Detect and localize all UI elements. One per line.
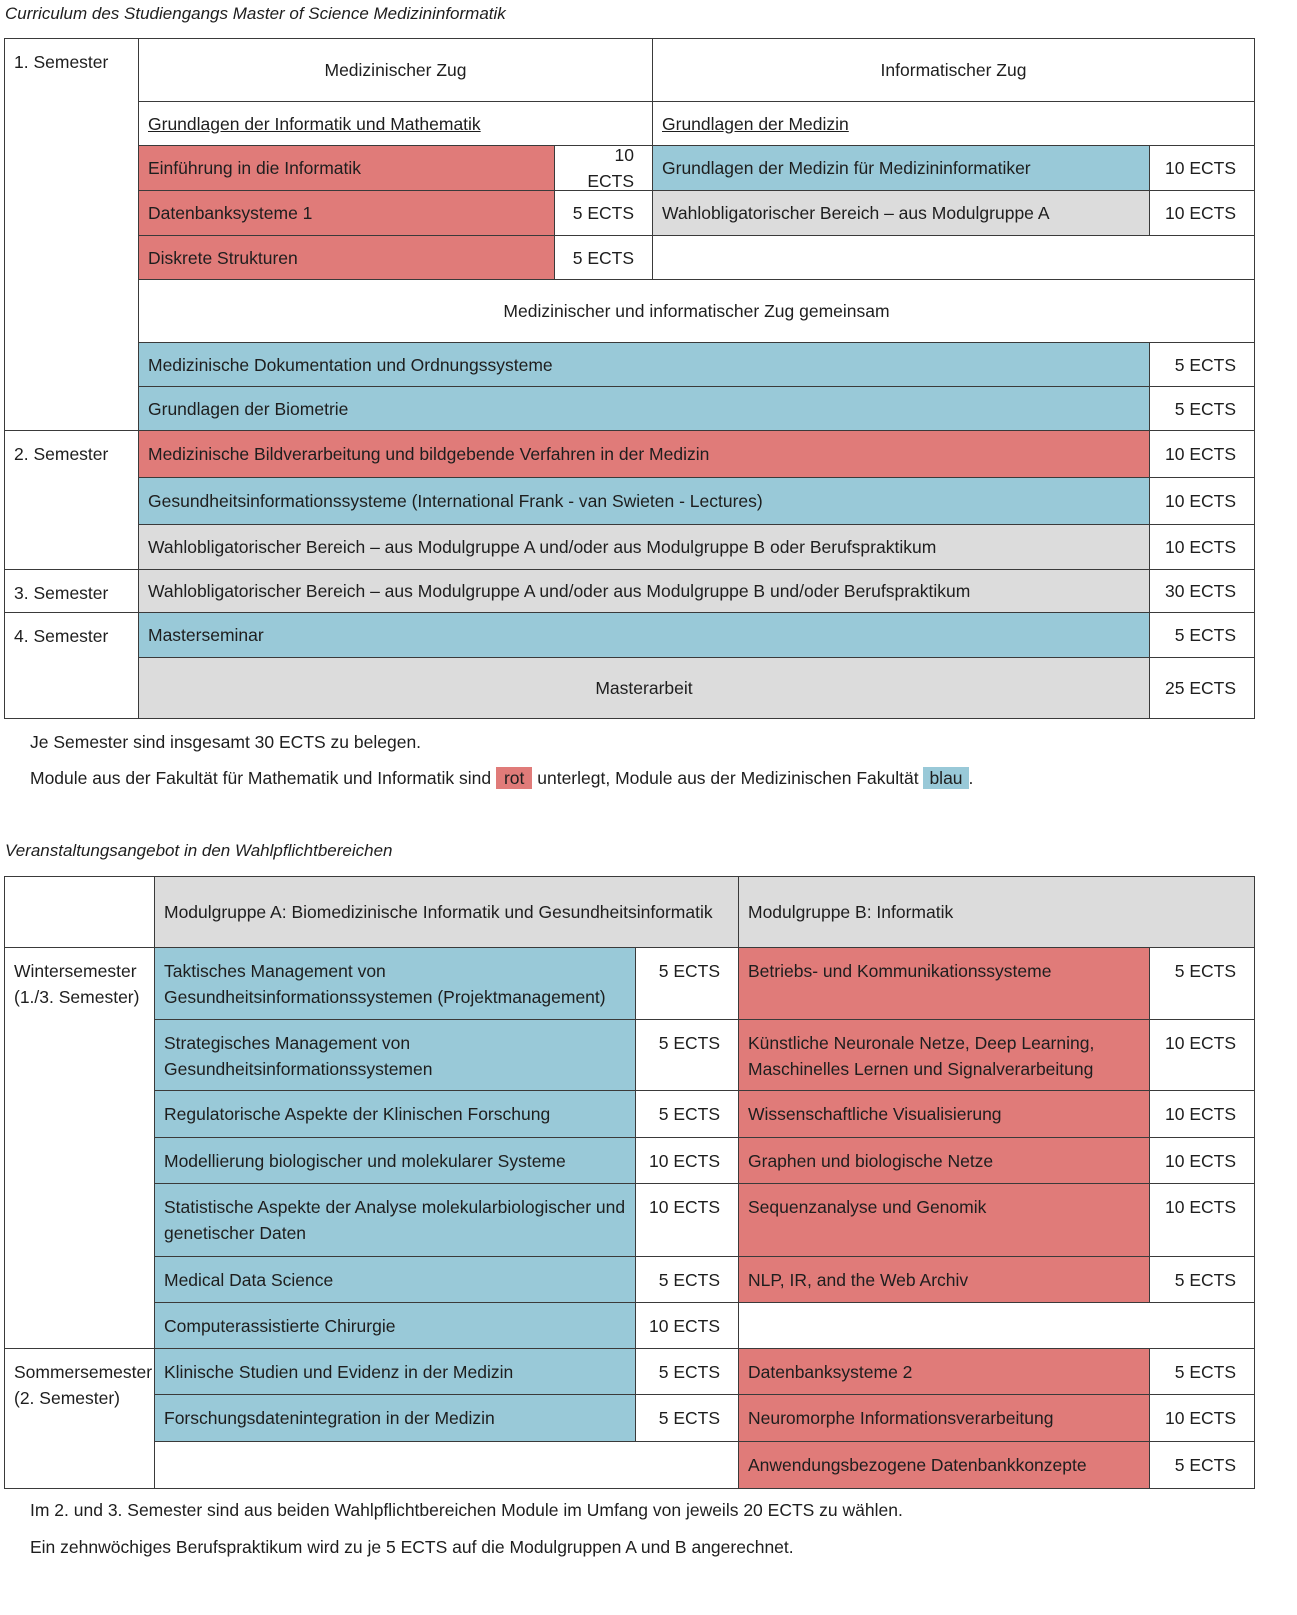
module-cell: Computerassistierte Chirurgie bbox=[154, 1302, 636, 1349]
header-common-track bbox=[138, 279, 1255, 343]
header-informatics-track bbox=[652, 38, 1255, 102]
ects-cell: 10 ECTS bbox=[1149, 1019, 1255, 1091]
module-cell bbox=[138, 524, 1150, 570]
ects-value: 10 ECTS bbox=[587, 145, 634, 191]
module-name: Masterarbeit bbox=[595, 678, 693, 698]
module-cell: Statistische Aspekte der Analyse molekularbiologischer und genetischer Daten bbox=[154, 1183, 636, 1257]
ects-cell bbox=[1149, 145, 1255, 191]
note-internship: Ein zehnwöchiges Berufspraktikum wird zu je 5 ECTS auf die Modulgruppen A und B angerechnet. bbox=[30, 1537, 794, 1557]
ects-value: 10 ECTS bbox=[1165, 203, 1236, 223]
ects-cell: 5 ECTS bbox=[635, 1090, 739, 1138]
empty-cell bbox=[652, 235, 1255, 280]
semester-1-label: 1. Semester bbox=[4, 38, 139, 431]
ects-cell bbox=[1149, 386, 1255, 431]
module-cell bbox=[138, 430, 1150, 478]
section-medicine-basics bbox=[652, 101, 1255, 146]
semester-3-label: 3. Semester bbox=[4, 569, 139, 613]
note-color-legend bbox=[30, 768, 973, 789]
module-cell bbox=[652, 190, 1150, 236]
module-cell bbox=[138, 190, 555, 236]
module-name: Diskrete Strukturen bbox=[148, 247, 298, 268]
module-cell: Künstliche Neuronale Netze, Deep Learning, Maschinelles Lernen und Signalverarbeitung bbox=[738, 1019, 1150, 1091]
ects-cell bbox=[1149, 342, 1255, 387]
legend-text-b: unterlegt, Module aus der Medizinischen Fakultät bbox=[537, 768, 919, 788]
legend-blue-swatch: blau bbox=[923, 767, 968, 789]
header-medical-track-text: Medizinischer Zug bbox=[324, 60, 467, 80]
module-cell bbox=[138, 569, 1150, 613]
note-elective-ects: Im 2. und 3. Semester sind aus beiden Wahlpflichtbereichen Module im Umfang von jeweils 20 ECTS zu wählen. bbox=[30, 1500, 903, 1520]
module-cell: Sequenzanalyse und Genomik bbox=[738, 1183, 1150, 1257]
electives-title: Veranstaltungsangebot in den Wahlpflichtbereichen bbox=[5, 841, 393, 860]
module-name: Grundlagen der Biometrie bbox=[148, 398, 349, 419]
ects-cell bbox=[1149, 477, 1255, 525]
ects-cell: 5 ECTS bbox=[1149, 1441, 1255, 1489]
ects-cell bbox=[1149, 190, 1255, 236]
legend-text-a: Module aus der Fakultät für Mathematik und Informatik sind bbox=[30, 768, 492, 788]
ects-cell: 5 ECTS bbox=[635, 1019, 739, 1091]
module-name: Wahlobligatorischer Bereich – aus Modulgruppe A bbox=[662, 203, 1050, 223]
module-name: Einführung in die Informatik bbox=[148, 158, 362, 178]
header-medical-track bbox=[138, 38, 653, 102]
module-name: Wahlobligatorischer Bereich – aus Modulgruppe A und/oder aus Modulgruppe B oder Berufspraktikum bbox=[148, 537, 937, 557]
header-group-b bbox=[738, 876, 1255, 948]
module-cell bbox=[138, 145, 555, 191]
ects-value: 30 ECTS bbox=[1165, 581, 1236, 601]
module-name: Wahlobligatorischer Bereich – aus Modulgruppe A und/oder aus Modulgruppe B und/oder Berufspraktikum bbox=[148, 581, 971, 601]
ects-cell: 5 ECTS bbox=[635, 1394, 739, 1442]
module-cell bbox=[138, 477, 1150, 525]
module-cell bbox=[138, 342, 1150, 387]
module-cell: Betriebs- und Kommunikationssysteme bbox=[738, 947, 1150, 1020]
ects-cell: 5 ECTS bbox=[635, 1348, 739, 1395]
section-medicine-basics-text: Grundlagen der Medizin bbox=[662, 113, 849, 134]
ects-value: 5 ECTS bbox=[1174, 398, 1236, 419]
module-cell: Anwendungsbezogene Datenbankkonzepte bbox=[738, 1441, 1150, 1489]
module-cell: Strategisches Management von Gesundheitsinformationssystemen bbox=[154, 1019, 636, 1091]
header-group-a bbox=[154, 876, 739, 948]
header-group-a-text: Modulgruppe A: Biomedizinische Informatik und Gesundheitsinformatik bbox=[164, 902, 713, 922]
module-cell bbox=[138, 235, 555, 280]
ects-value: 5 ECTS bbox=[1174, 625, 1236, 645]
ects-cell bbox=[1149, 612, 1255, 658]
ects-cell: 5 ECTS bbox=[1149, 1348, 1255, 1395]
module-name: Grundlagen der Medizin für Medizininformatiker bbox=[662, 158, 1031, 178]
legend-red-swatch: rot bbox=[496, 767, 532, 789]
ects-cell bbox=[1149, 657, 1255, 719]
ects-cell bbox=[1149, 569, 1255, 613]
header-common-track-text: Medizinischer und informatischer Zug gemeinsam bbox=[503, 301, 890, 321]
module-name: Datenbanksysteme 1 bbox=[148, 203, 313, 223]
winter-semester-label: Wintersemester (1./3. Semester) bbox=[4, 947, 155, 1349]
ects-value: 5 ECTS bbox=[572, 203, 634, 223]
ects-cell: 5 ECTS bbox=[1149, 947, 1255, 1020]
ects-cell: 5 ECTS bbox=[635, 1256, 739, 1303]
module-cell bbox=[652, 145, 1150, 191]
ects-cell bbox=[554, 235, 653, 280]
ects-value: 10 ECTS bbox=[1165, 158, 1236, 178]
module-name: Gesundheitsinformationssysteme (International Frank - van Swieten - Lectures) bbox=[148, 491, 763, 511]
module-cell: Regulatorische Aspekte der Klinischen Forschung bbox=[154, 1090, 636, 1138]
ects-value: 10 ECTS bbox=[1165, 491, 1236, 511]
module-cell: Taktisches Management von Gesundheitsinformationssystemen (Projektmanagement) bbox=[154, 947, 636, 1020]
ects-value: 5 ECTS bbox=[572, 247, 634, 268]
semester-4-label: 4. Semester bbox=[4, 612, 139, 719]
ects-value: 10 ECTS bbox=[1165, 444, 1236, 464]
summer-semester-label: Sommersemester (2. Semester) bbox=[4, 1348, 155, 1489]
note-total-ects: Je Semester sind insgesamt 30 ECTS zu belegen. bbox=[30, 732, 422, 752]
module-cell: NLP, IR, and the Web Archiv bbox=[738, 1256, 1150, 1303]
semester-2-label: 2. Semester bbox=[4, 430, 139, 570]
empty-cell bbox=[738, 1302, 1255, 1349]
ects-cell: 5 ECTS bbox=[635, 947, 739, 1020]
module-cell: Klinische Studien und Evidenz in der Medizin bbox=[154, 1348, 636, 1395]
module-cell bbox=[138, 386, 1150, 431]
ects-cell: 10 ECTS bbox=[635, 1302, 739, 1349]
header-group-b-text: Modulgruppe B: Informatik bbox=[748, 902, 954, 922]
ects-cell bbox=[1149, 524, 1255, 570]
module-cell: Wissenschaftliche Visualisierung bbox=[738, 1090, 1150, 1138]
module-name: Medizinische Dokumentation und Ordnungssysteme bbox=[148, 354, 553, 375]
section-informatics-math bbox=[138, 101, 653, 146]
ects-value: 25 ECTS bbox=[1165, 678, 1236, 698]
empty-cell bbox=[4, 876, 155, 948]
ects-cell: 10 ECTS bbox=[1149, 1183, 1255, 1257]
ects-cell: 10 ECTS bbox=[1149, 1394, 1255, 1442]
ects-value: 5 ECTS bbox=[1174, 354, 1236, 375]
ects-cell: 10 ECTS bbox=[635, 1183, 739, 1257]
module-cell bbox=[138, 612, 1150, 658]
module-name: Medizinische Bildverarbeitung und bildgebende Verfahren in der Medizin bbox=[148, 444, 710, 464]
ects-cell bbox=[554, 145, 653, 191]
header-informatics-track-text: Informatischer Zug bbox=[880, 60, 1027, 80]
section-informatics-math-text: Grundlagen der Informatik und Mathematik bbox=[148, 113, 481, 134]
module-name: Masterseminar bbox=[148, 625, 264, 645]
ects-cell: 10 ECTS bbox=[1149, 1137, 1255, 1184]
module-cell: Forschungsdatenintegration in der Medizin bbox=[154, 1394, 636, 1442]
empty-cell bbox=[154, 1441, 739, 1489]
ects-value: 10 ECTS bbox=[1165, 537, 1236, 557]
module-cell: Neuromorphe Informationsverarbeitung bbox=[738, 1394, 1150, 1442]
module-cell: Modellierung biologischer und molekularer Systeme bbox=[154, 1137, 636, 1184]
module-cell: Graphen und biologische Netze bbox=[738, 1137, 1150, 1184]
legend-text-c: . bbox=[968, 768, 974, 788]
ects-cell: 10 ECTS bbox=[635, 1137, 739, 1184]
module-cell: Medical Data Science bbox=[154, 1256, 636, 1303]
ects-cell: 5 ECTS bbox=[1149, 1256, 1255, 1303]
module-cell: Datenbanksysteme 2 bbox=[738, 1348, 1150, 1395]
module-cell bbox=[138, 657, 1150, 719]
ects-cell bbox=[1149, 430, 1255, 478]
ects-cell bbox=[554, 190, 653, 236]
curriculum-title: Curriculum des Studiengangs Master of Science Medizininformatik bbox=[5, 4, 506, 23]
ects-cell: 10 ECTS bbox=[1149, 1090, 1255, 1138]
